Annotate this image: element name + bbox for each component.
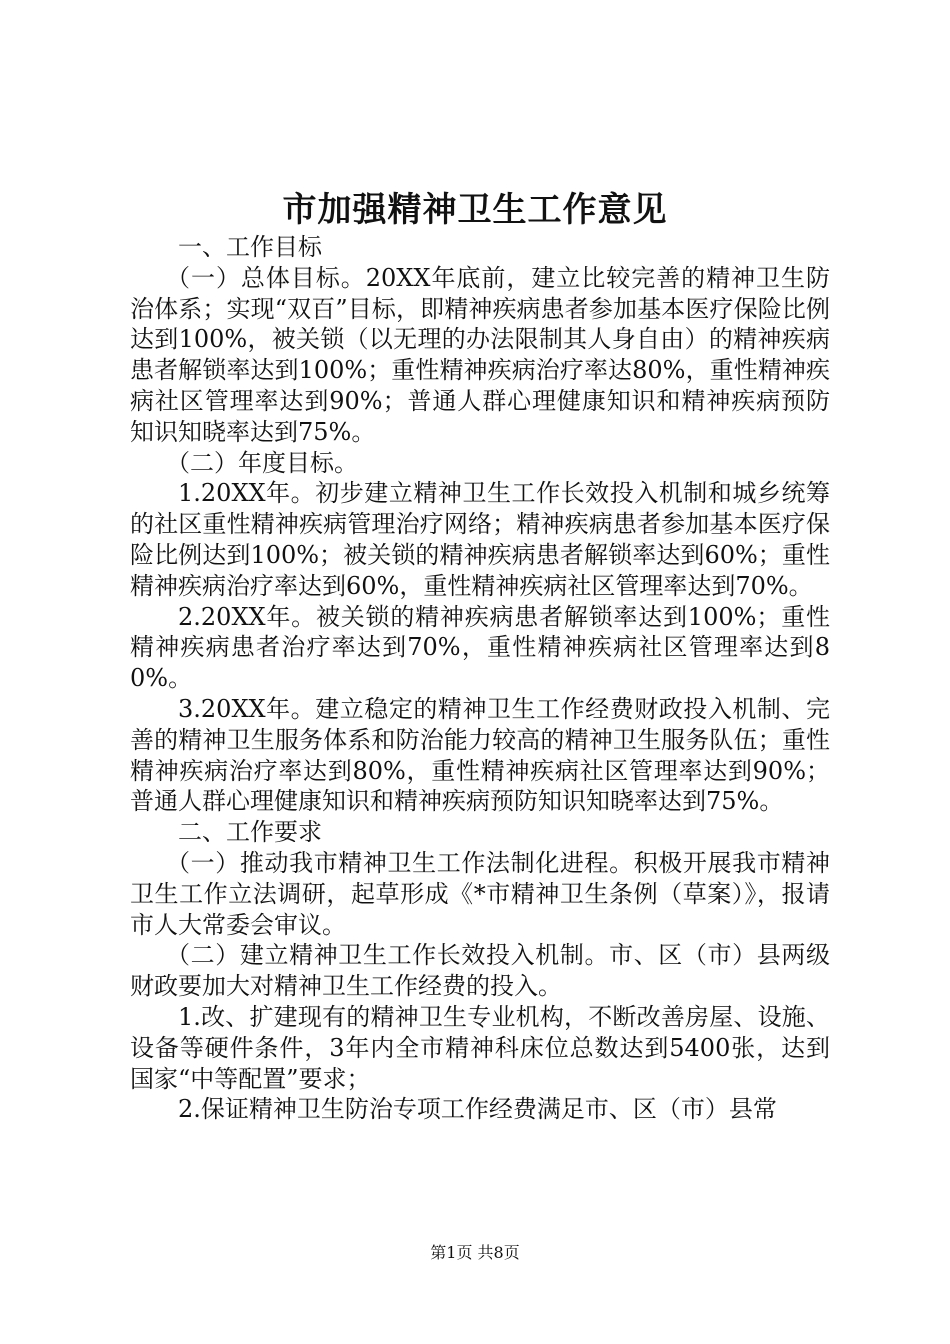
document-body (130, 232, 830, 1125)
section-heading-2: 二、工作要求 (178, 818, 322, 847)
paragraph-legislation: （一）推动我市精神卫生工作法制化进程。积极开展我市精神卫生工作立法调研，起草形成《*市精神卫生条例（草案）》，报请市人大常委会审议。 (130, 848, 830, 939)
paragraph-item-1: 1.改、扩建现有的精神卫生专业机构，不断改善房屋、设施、设备等硬件条件，3年内全市精神科床位总数达到5400张，达到国家“中等配置”要求； (130, 1002, 830, 1093)
document-title: 市加强精神卫生工作意见 (282, 190, 668, 230)
section-heading-1: 一、工作目标 (178, 233, 322, 261)
subheading-annual-goal: （二）年度目标。 (166, 448, 358, 477)
paragraph-item-2: 2.保证精神卫生防治专项工作经费满足市、区（市）县常 (178, 1095, 777, 1124)
paragraph-year-1: 1.20XX年。初步建立精神卫生工作长效投入机制和城乡统筹的社区重性精神疾病管理治疗网络；精神疾病患者参加基本医疗保险比例达到100%；被关锁的精神疾病患者解锁率达到60%；重性精神疾病治疗率达到60%，重性精神疾病社区管理率达到70%。 (130, 479, 830, 600)
paragraph-funding-mechanism: （二）建立精神卫生工作长效投入机制。市、区（市）县两级财政要加大对精神卫生工作经费的投入。 (130, 941, 830, 1001)
page-indicator: 第1页 共8页 (430, 1243, 520, 1262)
paragraph-overall-goal: （一）总体目标。20XX年底前，建立比较完善的精神卫生防治体系；实现“双百”目标，即精神疾病患者参加基本医疗保险比例达到100%，被关锁（以无理的办法限制其人身自由）的精神疾病患者解锁率达到100%；重性精神疾病治疗率达80%，重性精神疾病社区管理率达到90%；普通人群心理健康知识和精神疾病预防知识知晓率达到75%。 (130, 263, 830, 446)
paragraph-year-3: 3.20XX年。建立稳定的精神卫生工作经费财政投入机制、完善的精神卫生服务体系和防治能力较高的精神卫生服务队伍；重性精神疾病治疗率达到80%，重性精神疾病社区管理率达到90%；普通人群心理健康知识和精神疾病预防知识知晓率达到75%。 (130, 694, 830, 816)
paragraph-year-2: 2.20XX年。被关锁的精神疾病患者解锁率达到100%；重性精神疾病患者治疗率达到70%，重性精神疾病社区管理率达到80%。 (130, 602, 830, 693)
